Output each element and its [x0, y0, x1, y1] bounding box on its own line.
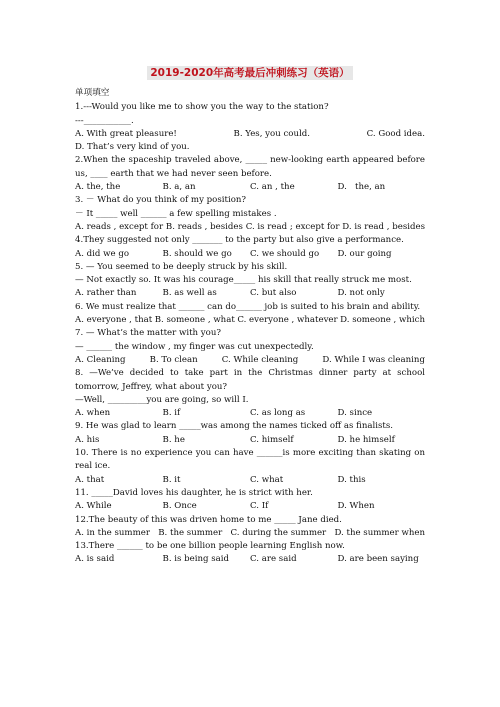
answer-option: C. is read ; except for: [245, 221, 340, 232]
title-text: 2019-2020年高考最后冲刺练习（英语）: [147, 66, 352, 80]
answer-option: B. should we go: [162, 248, 232, 259]
answer-options: [75, 354, 425, 367]
question-stem: 3. － What do you think of my position?: [75, 195, 247, 206]
answer-option: C. everyone , whatever: [237, 315, 338, 326]
answer-option: A. everyone , that: [75, 315, 153, 326]
answer-option: D. the, an: [337, 182, 386, 193]
question-stem: 11. _____David loves his daughter, he is strict with her.: [75, 487, 313, 498]
question-stem: ---___________.: [75, 115, 134, 126]
answer-option: D. When: [337, 501, 375, 512]
question-12: [75, 514, 425, 541]
answer-option: B. a, an: [162, 182, 196, 193]
question-stem: 10. There is no experience you can have ______is more exciting than skating on real ice.: [75, 448, 425, 472]
answer-option: B. if: [162, 408, 181, 419]
answer-option: D. since: [337, 408, 373, 419]
answer-option: A. in the summer: [75, 527, 150, 538]
question-3: [75, 194, 425, 234]
question-stem: 7. — What’s the matter with you?: [75, 328, 221, 339]
section-label: 单项填空: [75, 88, 110, 98]
answer-option: A. did we go: [75, 248, 130, 259]
answer-option: C. as long as: [250, 408, 306, 419]
answer-option: B. To clean: [149, 354, 198, 365]
answer-option: A. is said: [75, 554, 115, 565]
answer-options: [75, 407, 425, 420]
answer-option: A. reads , except for: [75, 221, 164, 232]
question-13: [75, 540, 425, 567]
answer-options: [75, 248, 425, 261]
answer-option: D. the summer when: [334, 527, 425, 538]
document-body: [75, 87, 425, 567]
answer-options: [75, 500, 425, 513]
answer-option: A. that: [75, 474, 105, 485]
answer-option: B. as well as: [162, 288, 217, 299]
question-6: [75, 301, 425, 328]
question-10: [75, 447, 425, 487]
answer-option: D. he himself: [337, 434, 395, 445]
answer-options: [75, 553, 425, 566]
answer-option: D. While I was cleaning: [322, 354, 425, 365]
answer-option: C. himself: [250, 434, 294, 445]
answer-option: D. is read , besides: [342, 221, 425, 232]
answer-option: B. reads , besides: [165, 221, 243, 232]
answer-option: A. While: [75, 501, 112, 512]
answer-option: C. during the summer: [230, 527, 327, 538]
answer-option: C. While cleaning: [221, 354, 299, 365]
answer-option: C. but also: [250, 288, 297, 299]
answer-option: A. the, the: [75, 182, 121, 193]
question-2: [75, 154, 425, 194]
answer-option: D. this: [337, 474, 366, 485]
answer-options: [75, 181, 425, 194]
question-stem: —Well, _________you are going, so will I.: [75, 394, 249, 405]
question-stem: 8. —We’ve decided to take part in the Christmas dinner party at school tomorrow, Jeffrey, what about you?: [75, 368, 425, 392]
question-stem: — Not exactly so. It was his courage_____ his skill that really struck me most.: [75, 275, 412, 286]
answer-option: B. is being said: [162, 554, 230, 565]
answer-option: C. we should go: [250, 248, 320, 259]
question-stem: 13.There ______ to be one billion people learning English now.: [75, 541, 345, 552]
answer-option: D. not only: [337, 288, 385, 299]
answer-option: C. If: [250, 501, 269, 512]
question-stem: 4.They suggested not only _______ to the party but also give a performance.: [75, 235, 404, 246]
question-stem: 1.---Would you like me to show you the way to the station?: [75, 102, 329, 113]
question-stem: 5. — You seemed to be deeply struck by his skill.: [75, 261, 288, 272]
question-stem: 2.When the spaceship traveled above, _____ new-looking earth appeared before us, ____ earth that we had never seen before.: [75, 155, 425, 179]
answer-option: A. when: [75, 408, 111, 419]
answer-option: B. someone , what: [154, 315, 235, 326]
question-9: [75, 420, 425, 447]
question-1: [75, 101, 425, 154]
question-11: [75, 487, 425, 514]
answer-options: [75, 314, 425, 327]
answer-option: B. Yes, you could.: [233, 128, 310, 139]
answer-option: D. are been saying: [337, 554, 419, 565]
answer-option: B. Once: [162, 501, 197, 512]
answer-option: C. are said: [250, 554, 297, 565]
question-8: [75, 367, 425, 420]
answer-option: A. Cleaning: [75, 354, 126, 365]
answer-options: [75, 221, 425, 234]
answer-options: [75, 434, 425, 447]
question-7: [75, 327, 425, 367]
answer-option: C. Good idea.: [366, 128, 425, 139]
question-5: [75, 261, 425, 301]
question-stem: 6. We must realize that ______ can do______ job is suited to his brain and ability.: [75, 301, 421, 312]
answer-option: C. an , the: [250, 182, 295, 193]
answer-option: B. it: [162, 474, 181, 485]
question-stem: — ______ the window , my finger was cut unexpectedly.: [75, 341, 314, 352]
answer-option: D. someone , which: [340, 315, 425, 326]
answer-option: B. he: [162, 434, 185, 445]
answer-options: [75, 474, 425, 487]
answer-option: B. the summer: [158, 527, 223, 538]
answer-options: [75, 287, 425, 300]
document-title: [0, 66, 500, 80]
answer-option: A. his: [75, 434, 100, 445]
answer-options: [75, 128, 425, 155]
question-stem: － It _____ well ______ a few spelling mistakes .: [75, 208, 277, 219]
answer-option: C. what: [250, 474, 284, 485]
answer-option: A. rather than: [75, 288, 137, 299]
question-4: [75, 234, 425, 261]
question-list: [75, 101, 425, 566]
answer-options: [75, 527, 425, 540]
question-stem: 12.The beauty of this was driven home to me _____ Jane died.: [75, 514, 342, 525]
answer-option: D. That’s very kind of you.: [75, 142, 190, 153]
answer-option: D. our going: [337, 248, 392, 259]
answer-option: A. With great pleasure!: [75, 128, 177, 139]
question-stem: 9. He was glad to learn _____was among the names ticked off as finalists.: [75, 421, 394, 432]
